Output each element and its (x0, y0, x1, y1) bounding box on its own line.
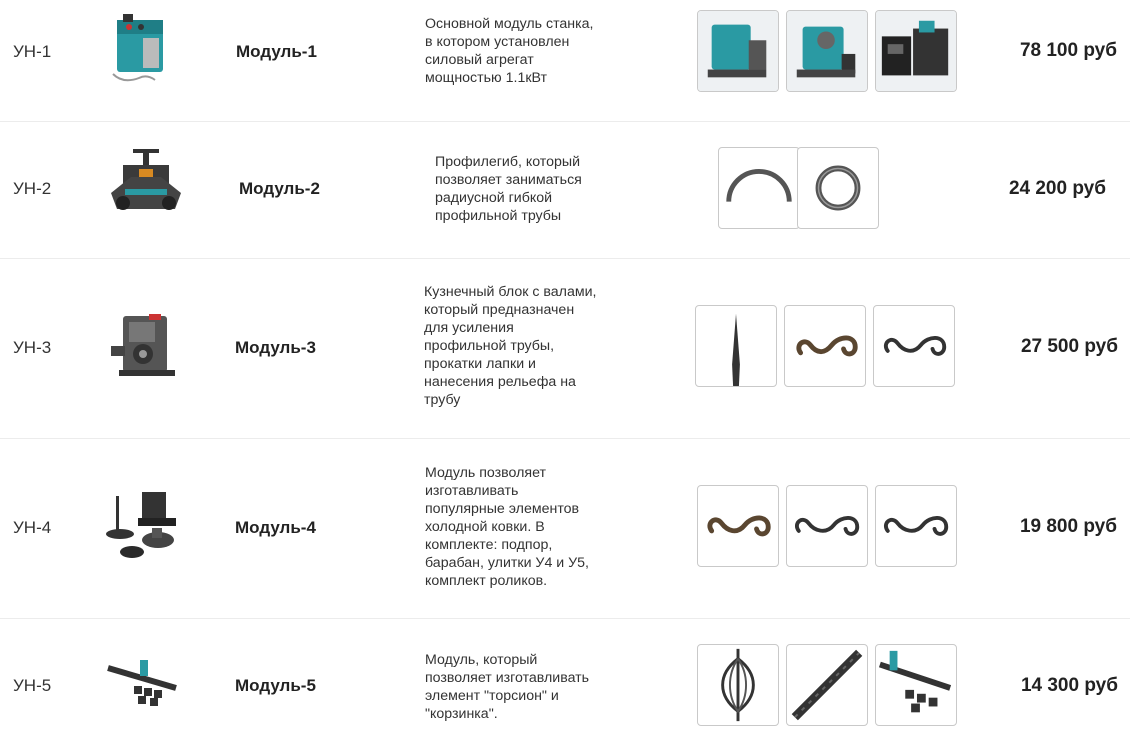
table-row (0, 258, 1130, 439)
module-description: Кузнечный блок с валами, который предназначен для усиления профильной трубы, прокатки лапки и нанесения рельефа на трубу (424, 284, 597, 408)
pipe-bender-icon (105, 147, 187, 227)
price: 78 100 руб (1019, 40, 1117, 61)
scroll-icon[interactable] (873, 305, 955, 387)
module-description: Модуль позволяет изготавливать популярные элементов холодной ковки. В комплекте: подпор, барабан, улитки У4 и У5, комплект роликов. (425, 465, 589, 589)
forging-block-icon (105, 308, 187, 388)
twisted-bar-icon[interactable] (786, 644, 868, 726)
price: 14 300 руб (1020, 675, 1118, 696)
row-code: УН-3 (13, 338, 52, 357)
module-description: Профилегиб, который позволяет заниматься радиусной гибкой профильной трубы (435, 154, 582, 224)
machine-photo-icon[interactable] (697, 10, 779, 92)
ring-icon[interactable] (797, 147, 879, 229)
torsion-module-icon (104, 646, 186, 726)
cold-forging-kit-icon (102, 488, 184, 568)
table-row (0, 618, 1130, 734)
module-name: Модуль-2 (239, 179, 320, 198)
scroll-icon[interactable] (875, 485, 957, 567)
basket-icon[interactable] (697, 644, 779, 726)
scroll-icon[interactable] (697, 485, 779, 567)
price: 24 200 руб (1008, 178, 1106, 199)
row-code: УН-1 (13, 42, 52, 61)
torsion-module-icon[interactable] (875, 644, 957, 726)
price: 19 800 руб (1019, 516, 1117, 537)
module-name: Модуль-1 (236, 42, 317, 61)
motor-unit-icon (103, 10, 185, 90)
arc-icon[interactable] (718, 147, 800, 229)
price: 27 500 руб (1020, 336, 1118, 357)
module-description: Модуль, который позволяет изготавливать элемент "торсион" и "корзинка". (425, 652, 590, 722)
module-description: Основной модуль станка, в котором установлен силовый агрегат мощностью 1.1кВт (425, 16, 594, 86)
machine-photo-icon[interactable] (875, 10, 957, 92)
row-code: УН-2 (13, 179, 52, 198)
row-code: УН-5 (13, 676, 52, 695)
table-row (0, 438, 1130, 619)
spike-icon[interactable] (695, 305, 777, 387)
table-row (0, 121, 1130, 259)
module-name: Модуль-3 (235, 338, 316, 357)
module-name: Модуль-4 (235, 518, 316, 537)
scroll-icon[interactable] (786, 485, 868, 567)
scroll-icon[interactable] (784, 305, 866, 387)
table-row (0, 0, 1130, 122)
row-code: УН-4 (13, 518, 52, 537)
module-name: Модуль-5 (235, 676, 316, 695)
machine-photo-icon[interactable] (786, 10, 868, 92)
